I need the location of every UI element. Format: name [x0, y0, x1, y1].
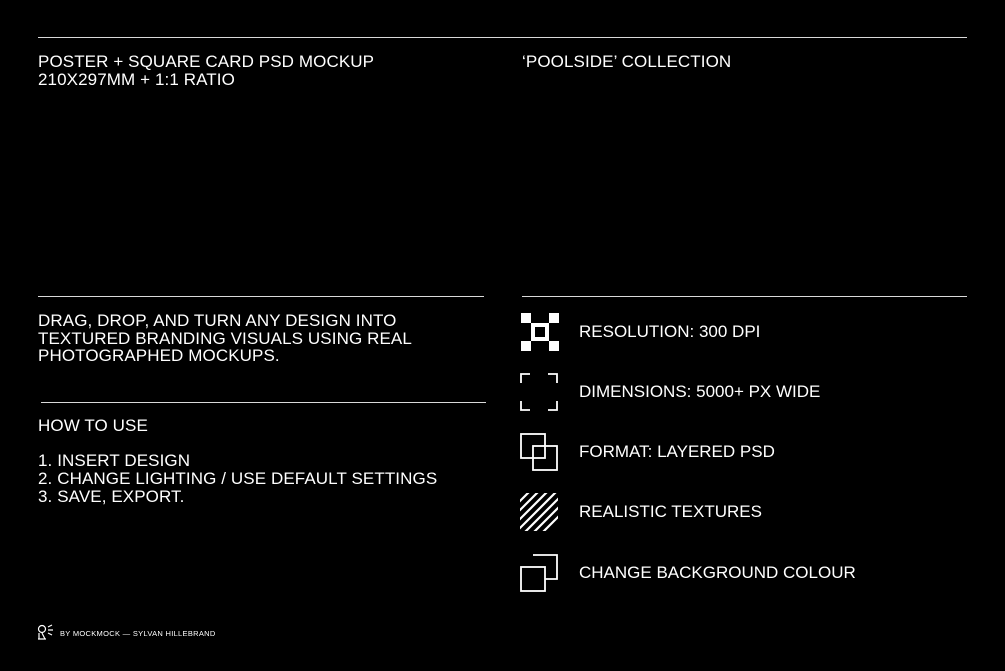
how-to-step-2: 2. CHANGE LIGHTING / USE DEFAULT SETTINGS	[38, 469, 438, 488]
description-line-1: DRAG, DROP, AND TURN ANY DESIGN INTO	[38, 311, 397, 330]
feature-dimensions: DIMENSIONS: 5000+ PX WIDE	[579, 382, 821, 401]
collection-name: ‘POOLSIDE’ COLLECTION	[522, 52, 732, 71]
feature-textures: REALISTIC TEXTURES	[579, 502, 762, 521]
frame-corners-icon	[520, 373, 558, 411]
description-line-3: PHOTOGRAPHED MOCKUPS.	[38, 346, 280, 365]
how-to-step-1: 1. INSERT DESIGN	[38, 451, 191, 470]
description-line-2: TEXTURED BRANDING VISUALS USING REAL	[38, 328, 412, 348]
overlapping-squares-icon	[520, 554, 558, 592]
checkerboard-icon	[521, 313, 559, 351]
mockmock-logo-icon	[36, 624, 54, 642]
footer-credit: BY MOCKMOCK — SYLVAN HILLEBRAND	[60, 629, 216, 638]
product-subtitle: 210X297MM + 1:1 RATIO	[38, 70, 235, 89]
feature-resolution: RESOLUTION: 300 DPI	[579, 322, 761, 341]
left-mid-divider	[38, 296, 484, 297]
top-divider	[38, 37, 967, 38]
layers-icon	[520, 433, 558, 471]
feature-format: FORMAT: LAYERED PSD	[579, 442, 775, 461]
how-to-divider	[41, 402, 486, 403]
product-title: POSTER + SQUARE CARD PSD MOCKUP	[38, 52, 375, 71]
hatch-texture-icon	[520, 493, 558, 531]
feature-background-colour: CHANGE BACKGROUND COLOUR	[579, 563, 856, 582]
how-to-heading: HOW TO USE	[38, 416, 148, 435]
how-to-step-3: 3. SAVE, EXPORT.	[38, 487, 185, 506]
right-mid-divider	[522, 296, 967, 297]
